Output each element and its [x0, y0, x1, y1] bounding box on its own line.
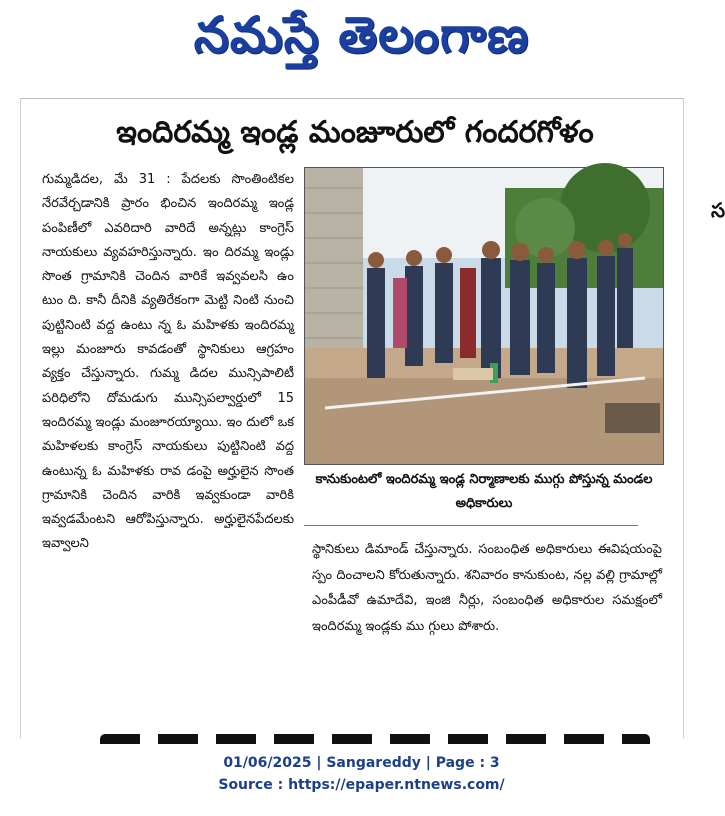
footer-source-line: Source : https://epaper.ntnews.com/ [218, 777, 505, 793]
newspaper-title: నమస్తే తెలంగాణ [193, 5, 530, 64]
right-column-rule [683, 98, 684, 738]
caption-divider [304, 525, 638, 526]
photo-caption: కానుకుంటలో ఇందిరమ్మ ఇండ్ల నిర్మాణాలకు ముగ్గు పోస్తున్న మండల అధికారులు [315, 472, 653, 511]
article-body-left [42, 168, 294, 557]
masthead [0, 0, 723, 82]
article-body-right [312, 537, 662, 639]
footer-date-line: 01/06/2025 | Sangareddy | Page : 3 [223, 755, 500, 771]
article-paragraph-left: గుమ్మడిదల, మే 31 : పేదలకు సొంతింటికల నేరవేర్చడానికి ప్రారం భించిన ఇందిరమ్మ ఇండ్ల పంపిణీలో ఎవరిదారి వారిదే అన్నట్లు కాంగ్రెస్ నాయకులు వ్యవహరిస్తున్నారు. ఇం దిరమ్మ ఇండ్లు సొంత గ్రామానికి చెందిన వారికే ఇవ్వవలసి ఉం టుం ది. కానీ దీనికి వ్యతిరేకంగా మెట్టి నింటి నుంచి పుట్టినింటి వద్ద ఉంటు న్న ఓ మహిళకు ఇందిరమ్మ ఇల్లు మంజూరు కావడంతో స్థానికులు ఆగ్రహం వ్యక్తం చేస్తున్నారు. గుమ్మ డిదల మున్సిపాలిటీ పరిధిలోని దోమడుగు మున్సిపల్వార్డులో 15 ఇందిరమ్మ ఇండ్లు మంజూరయ్యాయి. ఇం దులో ఒక మహిళలకు కాంగ్రెస్ నాయకులు పుట్టినింటి వద్ద ఉంటున్న ఓ మహిళకు రావ డంపై అర్హులైన సొంత గ్రామానికి చెందిన వారికి ఇవ్వకుండా వారికి ఇవ్వడమేంటని ఆరోపిస్తున్నారు. అర్హులైనపేదలకు ఇవ్వాలని [42, 172, 294, 552]
cutoff-headline-fragment [100, 734, 650, 744]
adjacent-headline-fragment: స [711, 198, 725, 222]
article-photo [304, 167, 664, 465]
photo-illustration [305, 168, 663, 464]
left-column-rule [20, 98, 21, 738]
article-headline: ఇందిరమ్మ ఇండ్ల మంజూరులో గందరగోళం [116, 115, 594, 150]
adjacent-column-fragment [697, 98, 723, 738]
article-paragraph-right: స్థానికులు డిమాండ్ చేస్తున్నారు. సంబంధిత అధికారులు ఈవిషయంపై స్పం దించాలని కోరుతున్నారు. శనివారం కానుకుంట, నల్ల వల్లి గ్రామాల్లో ఎంపీడీవో ఉమాదేవి, ఇంజి నీర్లు, సంబంధిత అధికారుల సమక్షంలో ఇందిరమ్మ ఇండ్లకు ము గ్గులు పోశారు. [312, 542, 662, 634]
next-article-cutoff [70, 728, 650, 742]
footer [0, 752, 723, 796]
